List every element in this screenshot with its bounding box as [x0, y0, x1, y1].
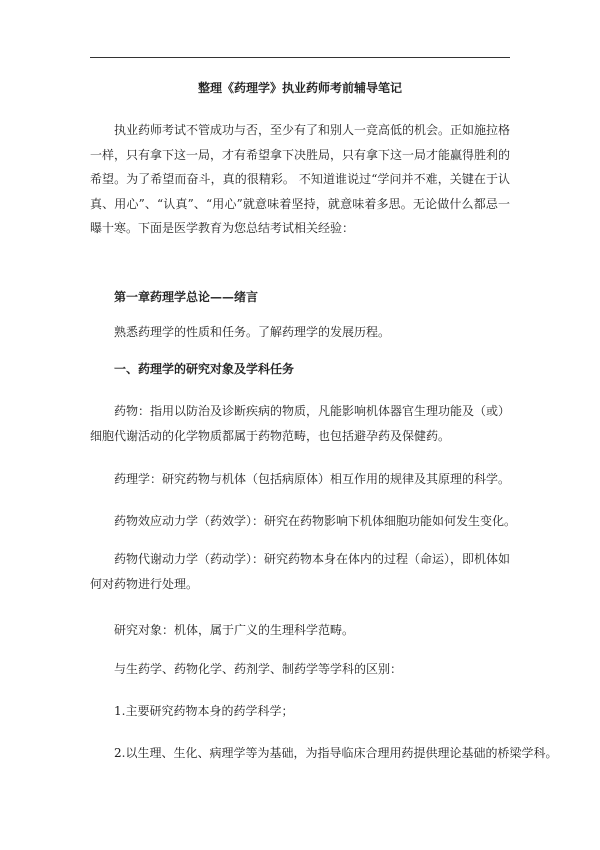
definition-pharmacodynamics-paragraph: 药物效应动力学（药效学）：研究在药物影响下机体细胞功能如何发生变化。	[114, 514, 517, 528]
research-object-paragraph: 研究对象：机体，属于广义的生理科学范畴。	[114, 623, 355, 637]
intro-paragraph: 执业药师考试不管成功与否，至少有了和别人一竞高低的机会。正如施拉格一样，只有拿下这一局，才有希望拿下决胜局，只有拿下这一局才能赢得胜利的希望。为了希望而奋斗，真的很精彩。 不知道谁说过“学问并不难，关键在于认真、用心”、“认真”、“用心”就意味着坚持，就意味着多思。无论做什么都忌一曝十寒。下面是医学教育为您总结考试相关经验：	[90, 123, 511, 235]
header-rule	[90, 57, 510, 58]
definition-pharmacology-paragraph: 药理学：研究药物与机体（包括病原体）相互作用的规律及其原理的科学。	[114, 472, 511, 486]
chapter-heading: 第一章药理学总论——绪言	[114, 290, 259, 304]
section-heading: 一、药理学的研究对象及学科任务	[114, 362, 295, 376]
definition-drug-paragraph: 药物：指用以防治及诊断疾病的物质，凡能影响机体器官生理功能及（或）细胞代谢活动的化学物质都属于药物范畴，也包括避孕药及保健药。	[90, 404, 511, 443]
chapter-objective-paragraph: 熟悉药理学的性质和任务。了解药理学的发展历程。	[114, 325, 391, 339]
definition-pharmacokinetics-paragraph: 药物代谢动力学（药动学）：研究药物本身在体内的过程（命运），即机体如何对药物进行处理。	[90, 552, 511, 591]
discipline-difference-paragraph: 与生药学、药物化学、药剂学、制药学等学科的区别：	[114, 662, 403, 676]
document-title: 整理《药理学》执业药师考前辅导笔记	[197, 81, 402, 95]
list-item-1: 1.主要研究药物本身的药学科学；	[114, 704, 294, 718]
list-item-2: 2.以生理、生化、病理学等为基础，为指导临床合理用药提供理论基础的桥梁学科。	[114, 746, 558, 760]
